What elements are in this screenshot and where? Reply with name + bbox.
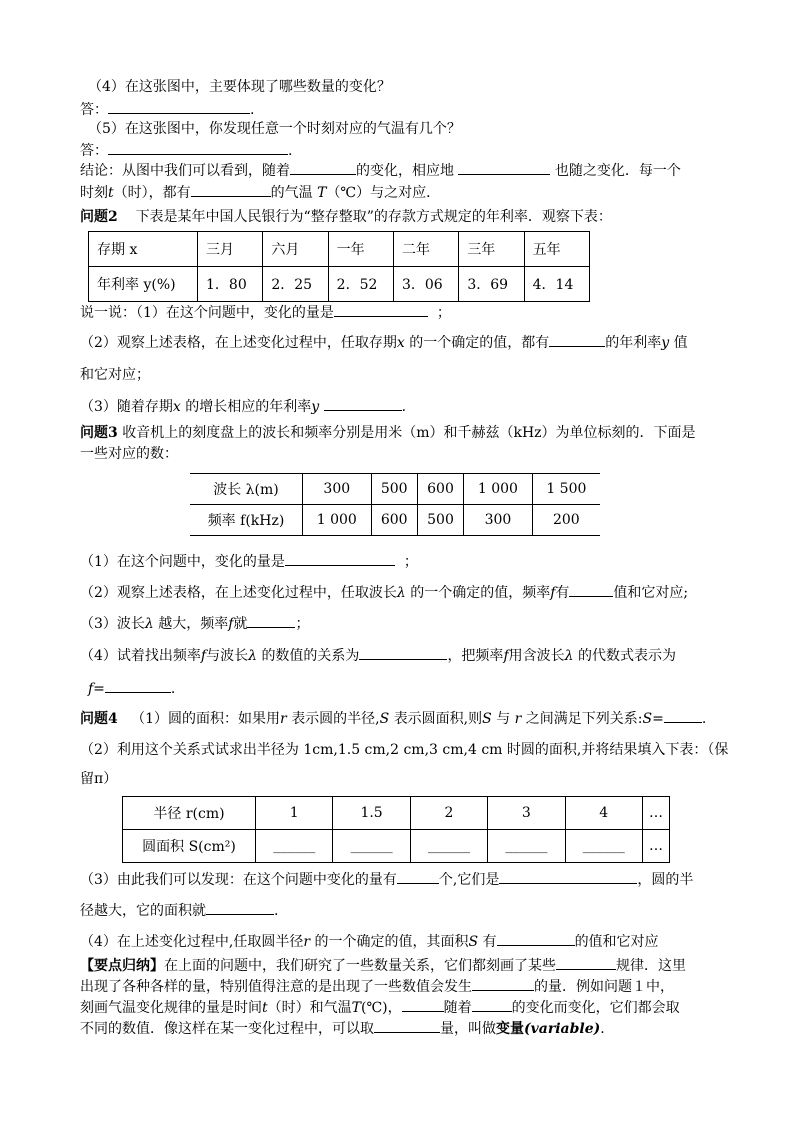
- blank[interactable]: [285, 552, 395, 566]
- table-cell: 1 500: [532, 474, 600, 505]
- blank[interactable]: [472, 977, 534, 991]
- table-row: [190, 505, 600, 536]
- table-row: [89, 267, 590, 302]
- term-variable: 变量: [496, 1021, 524, 1037]
- answer-cell[interactable]: ______: [410, 830, 487, 863]
- conclusion-line-2: 时刻t（时），都有 的气温 T（℃）与之对应．: [80, 185, 441, 201]
- table-header-cell: 存期 x: [89, 232, 198, 267]
- blank[interactable]: [497, 932, 575, 946]
- table-cell: 2．52: [328, 267, 393, 302]
- blank[interactable]: [290, 161, 356, 175]
- problem-2-q2-cont: 和它对应；: [80, 367, 150, 383]
- table-cell: 六月: [263, 232, 328, 267]
- problem-3-intro: 问题3 收音机上的刻度盘上的波长和频率分别是用米（m）和千赫兹（kHz）为单位标刻的．下面是: [80, 425, 696, 441]
- problem-3-intro-cont: 一些对应的数：: [80, 446, 178, 462]
- answer-5-line: 答： .: [80, 143, 293, 159]
- problem-3-label: 问题3: [80, 425, 118, 441]
- table-cell: 1.5: [333, 797, 410, 830]
- table-cell: …: [642, 797, 669, 830]
- problem-3-q3: （3）波长λ 越大，频率f就 ；: [80, 616, 310, 632]
- question-5: （5）在这张图中，你发现任意一个时刻对应的气温有几个？: [88, 121, 461, 137]
- problem-2-q1: 说一说：（1）在这个问题中，变化的量是 ；: [80, 305, 451, 321]
- problem-4-q4: （4）在上述变化过程中,任取圆半径r 的一个确定的值，其面积S 有 的值和它对应: [80, 934, 659, 950]
- blank[interactable]: [397, 870, 439, 884]
- table-header-cell: 圆面积 S(cm²): [123, 830, 256, 863]
- table-cell: 200: [532, 505, 600, 536]
- interest-rate-table: [88, 231, 590, 302]
- problem-2-intro: 问题2 下表是某年中国人民银行为“整存整取”的存款方式规定的年利率．观察下表：: [80, 209, 612, 225]
- table-cell: 五年: [524, 232, 589, 267]
- table-cell: 1 000: [303, 505, 372, 536]
- table-cell: 500: [417, 505, 463, 536]
- table-cell: 2．25: [263, 267, 328, 302]
- problem-3-formula: f= .: [88, 681, 176, 697]
- table-row: [190, 474, 600, 505]
- table-cell: 300: [464, 505, 533, 536]
- blank[interactable]: [105, 679, 171, 693]
- blank[interactable]: [191, 183, 271, 197]
- summary-line-4: 不同的数值．像这样在某一变化过程中，可以取 量，叫做变量(variable).: [80, 1021, 605, 1037]
- table-row: [123, 830, 670, 863]
- problem-2-label: 问题2: [80, 209, 118, 225]
- table-cell: 1: [256, 797, 333, 830]
- blank[interactable]: [499, 870, 637, 884]
- conclusion-line-1: 结论：从图中我们可以看到，随着 的变化，相应地 也随之变化．每一个: [80, 163, 681, 179]
- circle-area-table: [122, 796, 670, 863]
- table-cell: 一年: [328, 232, 393, 267]
- blank[interactable]: [458, 161, 550, 175]
- summary-line-3: 刻画气温变化规律的量是时间t（时）和气温T(℃)， 随着 的变化而变化，它们都会取: [80, 1000, 680, 1016]
- summary-line-1: 【要点归纳】在上面的问题中，我们研究了一些数量关系，它们都刻画了某些 规律．这里: [80, 958, 686, 974]
- blank[interactable]: [549, 333, 605, 347]
- answer-4-line: 答： .: [80, 102, 255, 118]
- blank[interactable]: [334, 303, 428, 317]
- question-4: （4）在这张图中，主要体现了哪些数量的变化？: [88, 79, 391, 95]
- blank[interactable]: [472, 998, 512, 1012]
- table-header-cell: 年利率 y(%): [89, 267, 198, 302]
- answer-cell[interactable]: ______: [256, 830, 333, 863]
- table-cell: 3．69: [459, 267, 524, 302]
- table-cell: 4．14: [524, 267, 589, 302]
- blank[interactable]: [556, 956, 616, 970]
- answer-cell[interactable]: ______: [565, 830, 642, 863]
- problem-3-q2: （2）观察上述表格，在上述变化过程中，任取波长λ 的一个确定的值，频率f有 值和它对应;: [80, 585, 689, 601]
- summary-label: 【要点归纳】: [80, 958, 164, 974]
- table-cell: 600: [371, 505, 417, 536]
- table-header-cell: 半径 r(cm): [123, 797, 256, 830]
- table-row: [89, 232, 590, 267]
- table-cell: 600: [417, 474, 463, 505]
- problem-3-q4: （4）试着找出频率f与波长λ 的数值的关系为 ，把频率f用含波长λ 的代数式表示为: [80, 648, 676, 664]
- problem-4-q2-cont: 留π）: [80, 771, 118, 787]
- table-cell: 300: [303, 474, 372, 505]
- problem-4-q3-cont: 径越大，它的面积就 .: [80, 903, 279, 919]
- table-cell: 二年: [393, 232, 458, 267]
- summary-line-2: 出现了各种各样的量，特别值得注意的是出现了一些数值会发生 的量．例如问题１中，: [80, 979, 674, 995]
- table-cell: 2: [410, 797, 487, 830]
- problem-4-label: 问题4: [80, 711, 118, 727]
- table-cell: 4: [565, 797, 642, 830]
- answer-cell[interactable]: ______: [333, 830, 410, 863]
- table-cell: 3．06: [393, 267, 458, 302]
- table-header-cell: 波长 λ(m): [190, 474, 303, 505]
- answer-blank[interactable]: [108, 100, 250, 114]
- table-row: [123, 797, 670, 830]
- table-header-cell: 频率 f(kHz): [207, 513, 285, 529]
- blank[interactable]: [359, 646, 447, 660]
- problem-4-q1: 问题4 （1）圆的面积：如果用r 表示圆的半径,S 表示圆面积,则S 与 r 之间满足下列关系:S= .: [80, 711, 707, 727]
- blank[interactable]: [569, 583, 613, 597]
- problem-4-q3: （3）由此我们可以发现：在这个问题中变化的量有 个,它们是 ，圆的半: [80, 872, 694, 888]
- table-cell: 三月: [198, 232, 263, 267]
- problem-2-q3: （3）随着存期x 的增长相应的年利率y .: [80, 399, 407, 415]
- blank[interactable]: [247, 614, 295, 628]
- answer-cell[interactable]: ______: [488, 830, 565, 863]
- wavelength-frequency-table: [190, 473, 600, 536]
- blank[interactable]: [402, 998, 444, 1012]
- blank[interactable]: [324, 397, 402, 411]
- blank[interactable]: [664, 709, 702, 723]
- table-cell: 3: [488, 797, 565, 830]
- problem-2-q2: （2）观察上述表格，在上述变化过程中，任取存期x 的一个确定的值，都有 的年利率y 值: [80, 335, 688, 351]
- table-cell: 1 000: [464, 474, 533, 505]
- problem-3-q1: （1）在这个问题中，变化的量是 ；: [80, 554, 418, 570]
- blank[interactable]: [206, 901, 274, 915]
- answer-blank[interactable]: [108, 141, 288, 155]
- table-cell: 1．80: [198, 267, 263, 302]
- term-variable-english: (variable): [524, 1021, 601, 1037]
- table-cell: 三年: [459, 232, 524, 267]
- problem-4-q2: （2）利用这个关系式试求出半径为 1cm,1.5 cm,2 cm,3 cm,4 cm 时圆的面积,并将结果填入下表：（保: [80, 742, 729, 758]
- table-cell: 500: [371, 474, 417, 505]
- blank[interactable]: [374, 1019, 440, 1033]
- table-cell: …: [642, 830, 669, 863]
